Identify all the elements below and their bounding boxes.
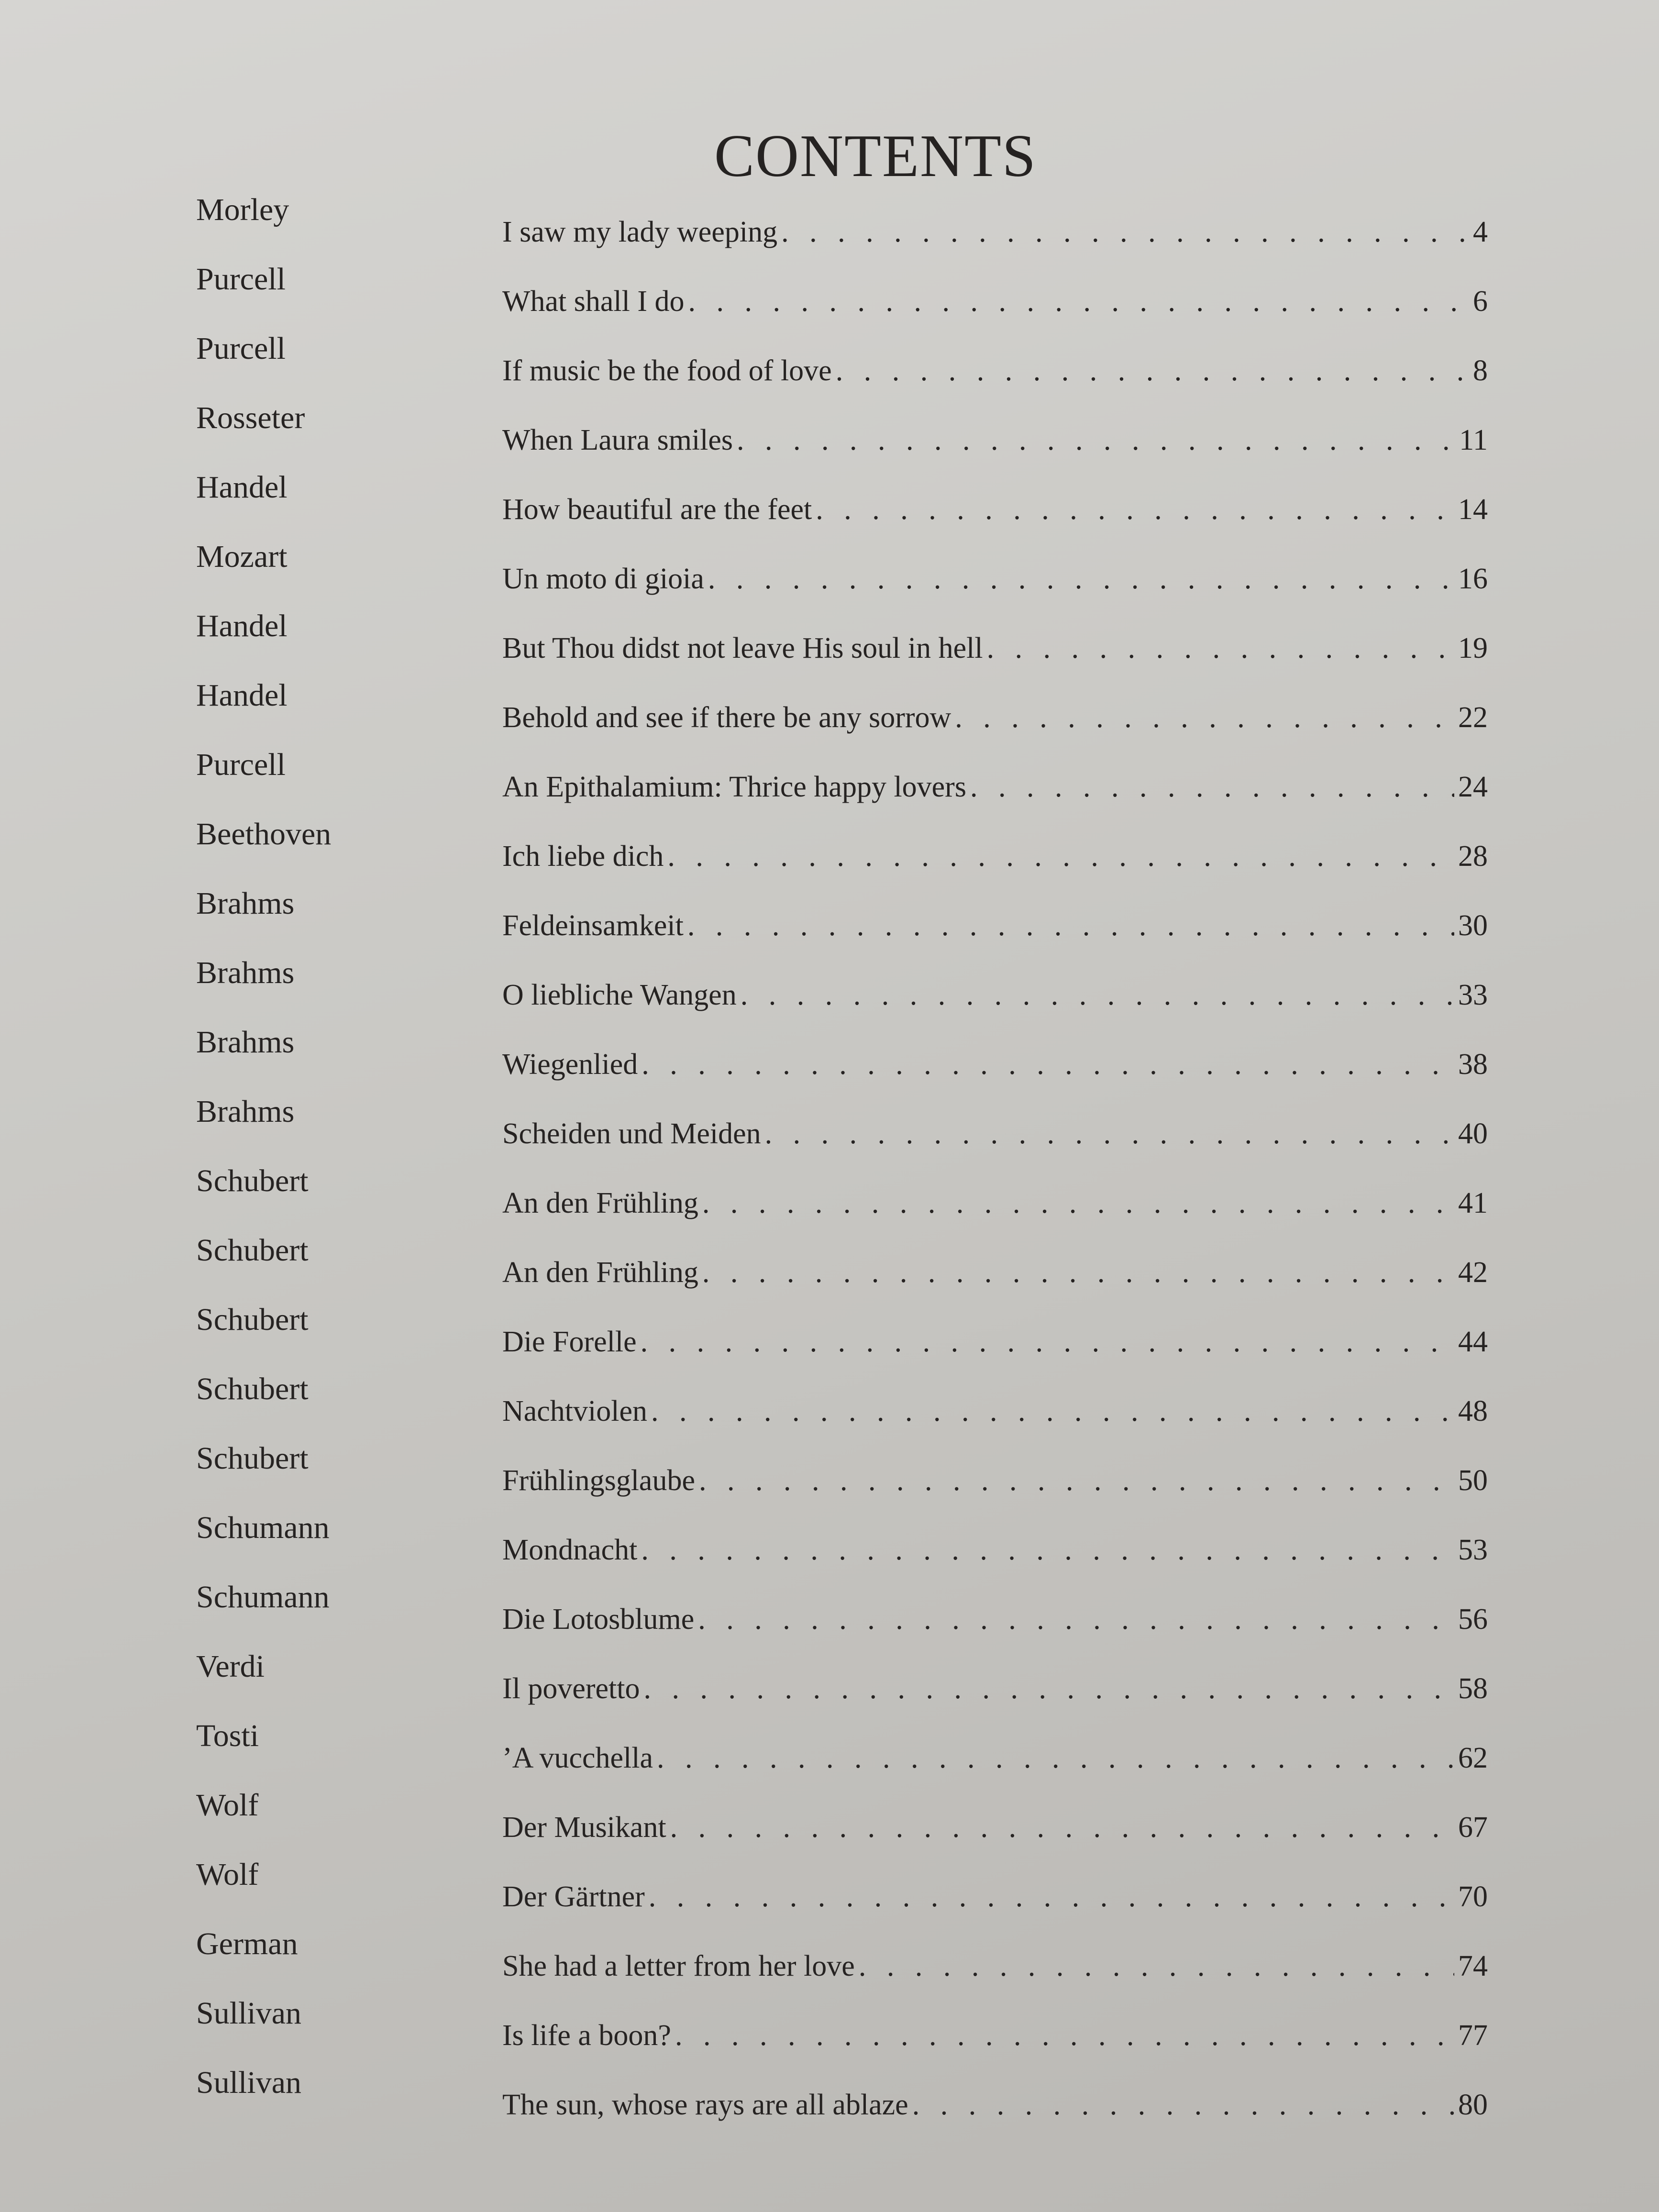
song-line xyxy=(502,1466,1488,1497)
composer-name: Handel xyxy=(196,470,288,505)
song-title: If music be the food of love xyxy=(502,354,832,387)
composer-name: Rosseter xyxy=(196,400,305,435)
composer-name: Schubert xyxy=(196,1302,309,1337)
song-title: Un moto di gioia xyxy=(502,563,704,595)
contents-entry xyxy=(196,1567,1488,1636)
dot-leader xyxy=(657,1743,1454,1773)
composer-name: Brahms xyxy=(196,1025,295,1060)
composer-name: Brahms xyxy=(196,955,295,990)
page-number: 30 xyxy=(1458,909,1488,942)
song-line xyxy=(502,1535,1488,1567)
page-number: 50 xyxy=(1458,1464,1488,1497)
song-line xyxy=(502,1604,1488,1636)
song-title: Il poveretto xyxy=(502,1672,640,1705)
contents-entry xyxy=(196,179,1488,249)
page-number: 8 xyxy=(1473,354,1488,387)
page-number: 40 xyxy=(1458,1117,1488,1150)
song-title: But Thou didst not leave His soul in hell xyxy=(502,632,983,664)
page-number: 70 xyxy=(1458,1880,1488,1913)
dot-leader xyxy=(765,1119,1454,1149)
dot-leader xyxy=(702,1188,1454,1218)
page-number: 48 xyxy=(1458,1395,1488,1427)
dot-leader xyxy=(698,1604,1454,1634)
contents-entry xyxy=(196,942,1488,1012)
composer-name: Sullivan xyxy=(196,2065,302,2100)
song-line xyxy=(502,2021,1488,2052)
song-title: An den Frühling xyxy=(502,1256,698,1289)
page-number: 41 xyxy=(1458,1187,1488,1219)
song-line xyxy=(502,495,1488,526)
song-title: She had a letter from her love xyxy=(502,1950,855,1982)
composer-name: Schubert xyxy=(196,1233,309,1268)
dot-leader xyxy=(912,2090,1454,2120)
composer-name: Schumann xyxy=(196,1510,330,1545)
contents-entry xyxy=(196,318,1488,387)
composer-name: Tosti xyxy=(196,1718,259,1753)
song-title: Ich liebe dich xyxy=(502,840,664,873)
page-number: 53 xyxy=(1458,1534,1488,1566)
dot-leader xyxy=(675,2021,1454,2050)
composer-name: Wolf xyxy=(196,1788,259,1823)
song-line xyxy=(502,1743,1488,1775)
contents-entry xyxy=(196,526,1488,596)
composer-name: Verdi xyxy=(196,1649,265,1684)
song-title: Feldeinsamkeit xyxy=(502,909,684,942)
page-number: 38 xyxy=(1458,1048,1488,1081)
composer-name: Handel xyxy=(196,678,288,713)
composer-name: German xyxy=(196,1926,298,1961)
composer-name: Brahms xyxy=(196,1094,295,1129)
song-line xyxy=(502,703,1488,734)
song-title: Is life a boon? xyxy=(502,2019,671,2052)
song-title: Die Forelle xyxy=(502,1326,637,1358)
composer-name: Brahms xyxy=(196,886,295,921)
composer-name: Schubert xyxy=(196,1441,309,1476)
page-number: 44 xyxy=(1458,1326,1488,1358)
contents-entry xyxy=(196,2052,1488,2122)
page-number: 74 xyxy=(1458,1950,1488,1982)
song-title: How beautiful are the feet xyxy=(502,493,812,526)
dot-leader xyxy=(688,287,1469,316)
composer-name: Handel xyxy=(196,608,288,643)
dot-leader xyxy=(667,841,1454,871)
composer-name: Schubert xyxy=(196,1371,309,1406)
page-number: 4 xyxy=(1473,216,1488,248)
dot-leader xyxy=(699,1466,1454,1495)
composer-name: Schubert xyxy=(196,1163,309,1198)
page-number: 22 xyxy=(1458,701,1488,734)
contents-entry xyxy=(196,665,1488,734)
contents-entry xyxy=(196,1289,1488,1359)
composer-name: Beethoven xyxy=(196,817,332,852)
song-line xyxy=(502,356,1488,387)
contents-entry xyxy=(196,387,1488,457)
song-line xyxy=(502,217,1488,249)
page-number: 24 xyxy=(1458,771,1488,803)
song-line xyxy=(502,564,1488,596)
composer-name: Sullivan xyxy=(196,1996,302,2031)
song-line xyxy=(502,1188,1488,1220)
dot-leader xyxy=(687,911,1454,940)
song-title: An den Frühling xyxy=(502,1187,698,1219)
composer-name: Purcell xyxy=(196,747,286,782)
song-title: Nachtviolen xyxy=(502,1395,648,1427)
song-title: Der Gärtner xyxy=(502,1880,645,1913)
song-line xyxy=(502,772,1488,804)
song-line xyxy=(502,1119,1488,1150)
dot-leader xyxy=(644,1674,1454,1703)
page-number: 28 xyxy=(1458,840,1488,873)
page-number: 16 xyxy=(1458,563,1488,595)
composer-name: Mozart xyxy=(196,539,288,574)
song-title: Wiegenlied xyxy=(502,1048,638,1081)
dot-leader xyxy=(781,217,1469,247)
contents-entry xyxy=(196,1359,1488,1428)
page-number: 58 xyxy=(1458,1672,1488,1705)
page-number: 14 xyxy=(1458,493,1488,526)
page-number: 67 xyxy=(1458,1811,1488,1844)
page-number: 11 xyxy=(1459,424,1488,456)
dot-leader xyxy=(670,1813,1454,1842)
song-title: Frühlingsglaube xyxy=(502,1464,695,1497)
contents-entry xyxy=(196,804,1488,873)
page-number: 19 xyxy=(1458,632,1488,664)
dot-leader xyxy=(641,1535,1454,1565)
page-number: 6 xyxy=(1473,285,1488,318)
song-line xyxy=(502,1396,1488,1428)
song-line xyxy=(502,2090,1488,2122)
song-title: Behold and see if there be any sorrow xyxy=(502,701,951,734)
contents-entry xyxy=(196,457,1488,526)
dot-leader xyxy=(649,1882,1454,1912)
song-line xyxy=(502,1258,1488,1289)
song-line xyxy=(502,287,1488,318)
song-line xyxy=(502,1813,1488,1844)
song-line xyxy=(502,1327,1488,1359)
contents-entry xyxy=(196,1983,1488,2052)
composer-name: Purcell xyxy=(196,262,286,297)
dot-leader xyxy=(641,1050,1454,1079)
song-title: When Laura smiles xyxy=(502,424,733,456)
contents-entry xyxy=(196,1081,1488,1150)
dot-leader xyxy=(737,425,1455,455)
song-title: Der Musikant xyxy=(502,1811,666,1844)
dot-leader xyxy=(955,703,1454,732)
composer-name: Purcell xyxy=(196,331,286,366)
song-line xyxy=(502,1951,1488,1983)
song-line xyxy=(502,1050,1488,1081)
song-line xyxy=(502,425,1488,457)
song-title: ’A vucchella xyxy=(502,1742,653,1774)
song-line xyxy=(502,980,1488,1012)
song-title: O liebliche Wangen xyxy=(502,979,737,1011)
contents-entry xyxy=(196,873,1488,942)
song-title: Scheiden und Meiden xyxy=(502,1117,761,1150)
dot-leader xyxy=(816,495,1454,524)
contents-entry xyxy=(196,1428,1488,1497)
song-title: Die Lotosblume xyxy=(502,1603,695,1636)
contents-entry xyxy=(196,1636,1488,1705)
contents-entry xyxy=(196,1913,1488,1983)
song-title: An Epithalamium: Thrice happy lovers xyxy=(502,771,966,803)
song-line xyxy=(502,1674,1488,1705)
contents-entry xyxy=(196,1775,1488,1844)
song-title: What shall I do xyxy=(502,285,685,318)
contents-entry xyxy=(196,249,1488,318)
dot-leader xyxy=(641,1327,1454,1357)
composer-name: Schumann xyxy=(196,1580,330,1615)
dot-leader xyxy=(836,356,1469,386)
contents-entry xyxy=(196,1497,1488,1567)
song-title: I saw my lady weeping xyxy=(502,216,778,248)
contents-entry xyxy=(196,1705,1488,1775)
page-number: 77 xyxy=(1458,2019,1488,2052)
page-number: 56 xyxy=(1458,1603,1488,1636)
song-line xyxy=(502,841,1488,873)
dot-leader xyxy=(708,564,1454,594)
dot-leader xyxy=(859,1951,1454,1981)
page-number: 33 xyxy=(1458,979,1488,1011)
dot-leader xyxy=(970,772,1454,802)
page-number: 62 xyxy=(1458,1742,1488,1774)
contents-entry xyxy=(196,1220,1488,1289)
song-line xyxy=(502,633,1488,665)
dot-leader xyxy=(987,633,1454,663)
composer-name: Wolf xyxy=(196,1857,259,1892)
page-number: 80 xyxy=(1458,2089,1488,2121)
dot-leader xyxy=(702,1258,1454,1287)
dot-leader xyxy=(741,980,1454,1010)
contents-list xyxy=(196,179,1488,2122)
dot-leader xyxy=(651,1396,1454,1426)
contents-entry xyxy=(196,596,1488,665)
song-title: Mondnacht xyxy=(502,1534,638,1566)
contents-entry xyxy=(196,734,1488,804)
contents-entry xyxy=(196,1012,1488,1081)
song-line xyxy=(502,911,1488,942)
song-title: The sun, whose rays are all ablaze xyxy=(502,2089,908,2121)
contents-entry xyxy=(196,1150,1488,1220)
page-title: CONTENTS xyxy=(714,123,1037,189)
song-line xyxy=(502,1882,1488,1913)
contents-entry xyxy=(196,1844,1488,1913)
composer-name: Morley xyxy=(196,192,289,227)
page-number: 42 xyxy=(1458,1256,1488,1289)
